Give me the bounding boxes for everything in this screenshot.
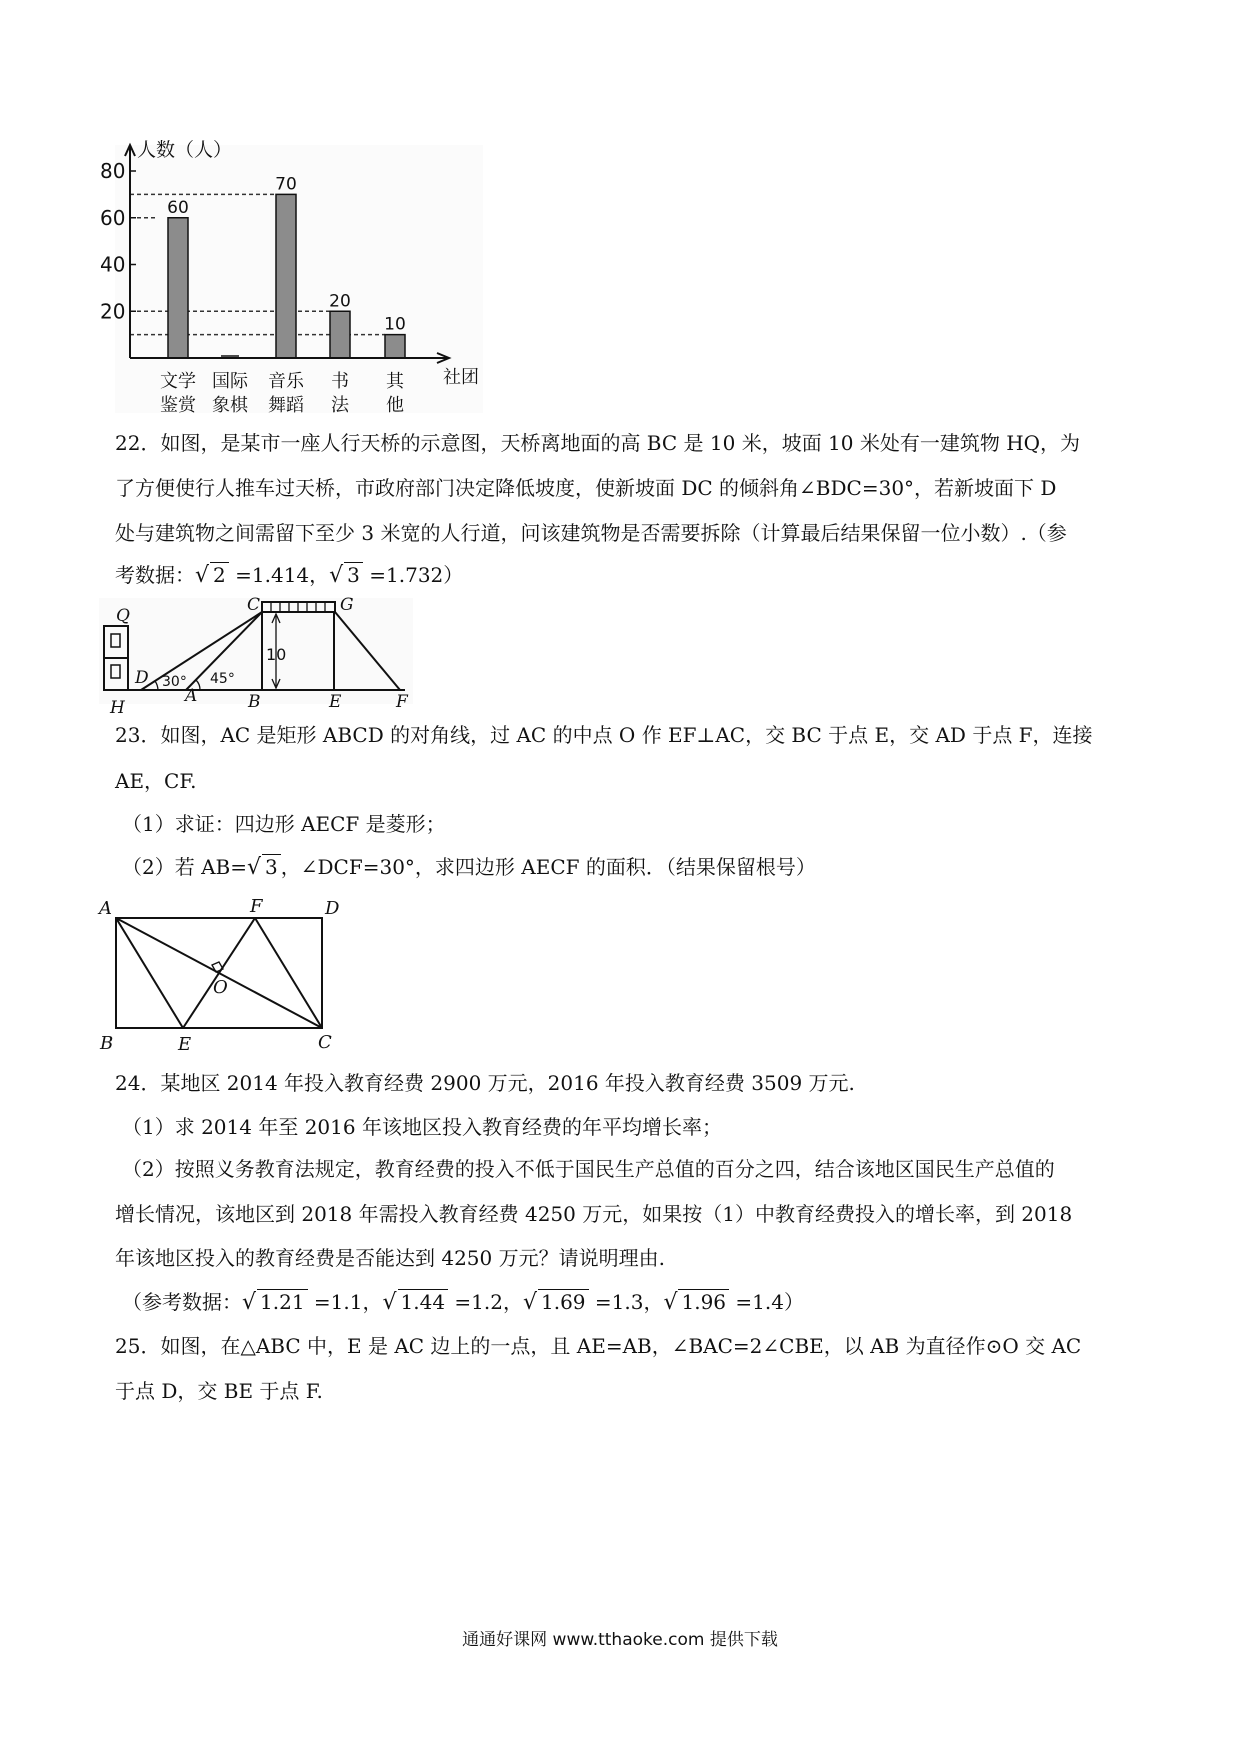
q23-line-1: 23．如图，AC 是矩形 ABCD 的对角线，过 AC 的中点 O 作 EF⊥AC，交 BC 于点 E，交 AD 于点 F，连接 bbox=[115, 723, 1093, 747]
bar-chart bbox=[95, 140, 505, 420]
data-label: 70 bbox=[275, 174, 297, 195]
q23-part-2-suffix: ，∠DCF=30°，求四边形 AECF 的面积．（结果保留根号） bbox=[280, 855, 816, 879]
q23-part-2 bbox=[122, 852, 816, 883]
q24-part-2-line-1: （2）按照义务教育法规定，教育经费的投入不低于国民生产总值的百分之四，结合该地区国民生产总值的 bbox=[122, 1157, 1055, 1181]
category-label: 文学 bbox=[160, 371, 196, 392]
q22-line-4 bbox=[115, 560, 463, 591]
label-e: E bbox=[178, 1034, 192, 1055]
y-tick-label: 80 bbox=[100, 159, 126, 183]
q22-ref-radicand-2: 3 bbox=[344, 562, 363, 587]
page-footer: 通通好课网 www.tthaoke.com 提供下载 bbox=[462, 1630, 778, 1650]
x-axis-title: 社团 bbox=[443, 367, 479, 388]
q22-line-3: 处与建筑物之间需留下至少 3 米宽的人行道，问该建筑物是否需要拆除（计算最后结果保留一位小数）.（参 bbox=[115, 521, 1067, 545]
label-h: H bbox=[110, 698, 125, 718]
q23-radicand: 3 bbox=[262, 854, 281, 879]
y-tick-label: 40 bbox=[100, 252, 126, 277]
q24-reference bbox=[122, 1287, 804, 1318]
q25-line-1: 25．如图，在△ABC 中，E 是 AC 边上的一点，且 AE=AB，∠BAC=2∠CBE，以 AB 为直径作⊙O 交 AC bbox=[115, 1334, 1082, 1358]
label-f: F bbox=[396, 692, 408, 712]
segment-ef bbox=[183, 918, 255, 1028]
label-f: F bbox=[250, 896, 263, 917]
q24-part-2-line-2: 增长情况，该地区到 2018 年需投入教育经费 4250 万元，如果按（1）中教育经费投入的增长率，到 2018 bbox=[115, 1202, 1073, 1226]
data-label: 10 bbox=[384, 314, 406, 335]
segment-cf bbox=[255, 918, 322, 1028]
category-label: 国际 bbox=[212, 371, 248, 392]
q22-ref-label: 考数据： bbox=[115, 563, 195, 587]
q24-radicand-1: 1.21 bbox=[257, 1289, 308, 1314]
sqrt-icon: √ bbox=[246, 855, 262, 880]
sqrt-icon: √ bbox=[329, 563, 344, 588]
q24-radicand-4: 1.96 bbox=[678, 1289, 729, 1314]
sqrt-icon: √ bbox=[195, 563, 210, 588]
sqrt-icon: √ bbox=[382, 1290, 397, 1315]
q24-part-2-line-3: 年该地区投入的教育经费是否能达到 4250 万元？请说明理由. bbox=[115, 1246, 665, 1270]
label-a: A bbox=[99, 898, 112, 919]
label-e: E bbox=[329, 692, 342, 712]
label-height: 10 bbox=[266, 645, 287, 664]
bridge-figure bbox=[95, 595, 425, 720]
y-axis-title: 人数（人） bbox=[137, 140, 233, 161]
q23-part-2-prefix: （2）若 AB= bbox=[122, 855, 247, 879]
bar bbox=[276, 194, 296, 358]
y-tick-label: 60 bbox=[100, 205, 126, 230]
category-label: 象棋 bbox=[212, 395, 248, 416]
q22-ref-value-2: =1.732） bbox=[362, 563, 464, 587]
data-label: 20 bbox=[329, 291, 351, 312]
sqrt-icon: √ bbox=[522, 1290, 537, 1315]
label-b: B bbox=[248, 692, 261, 712]
label-g: G bbox=[340, 595, 354, 615]
q24-value-2: =1.2， bbox=[448, 1290, 523, 1314]
q24-radicand-2: 1.44 bbox=[398, 1289, 449, 1314]
q24-value-3: =1.3， bbox=[588, 1290, 664, 1314]
sqrt-icon: √ bbox=[242, 1290, 257, 1315]
bar bbox=[385, 335, 405, 358]
q24-line-1: 24．某地区 2014 年投入教育经费 2900 万元，2016 年投入教育经费 3509 万元. bbox=[115, 1071, 855, 1095]
label-c: C bbox=[247, 595, 261, 615]
y-tick-label: 20 bbox=[100, 299, 126, 324]
category-label: 其 bbox=[386, 371, 404, 392]
segment-ae bbox=[116, 918, 183, 1028]
label-b: B bbox=[100, 1033, 114, 1054]
data-label: 60 bbox=[167, 197, 189, 218]
q24-value-4: =1.4） bbox=[729, 1290, 804, 1314]
q24-value-1: =1.1， bbox=[307, 1290, 383, 1314]
q24-ref-label: （参考数据： bbox=[122, 1290, 242, 1314]
category-label: 法 bbox=[331, 395, 349, 416]
category-label: 鉴赏 bbox=[160, 395, 196, 416]
label-c: C bbox=[318, 1032, 332, 1053]
q23-part-1: （1）求证：四边形 AECF 是菱形； bbox=[122, 812, 446, 836]
q23-line-2: AE，CF. bbox=[115, 769, 197, 793]
label-d: D bbox=[135, 668, 149, 688]
q22-ref-radicand-1: 2 bbox=[210, 562, 229, 587]
label-a: A bbox=[185, 686, 198, 706]
label-q: Q bbox=[116, 606, 130, 626]
category-label: 舞蹈 bbox=[268, 395, 304, 416]
label-angle-30: 30° bbox=[162, 674, 187, 690]
category-label: 书 bbox=[331, 371, 349, 392]
label-o: O bbox=[213, 977, 228, 998]
label-angle-45: 45° bbox=[210, 671, 235, 687]
q22-line-2: 了方便使行人推车过天桥，市政府部门决定降低坡度，使新坡面 DC 的倾斜角∠BDC=30°，若新坡面下 D bbox=[115, 476, 1057, 500]
rectangle-figure bbox=[95, 890, 360, 1065]
sqrt-icon: √ bbox=[663, 1290, 678, 1315]
bar bbox=[168, 218, 188, 358]
q22-line-1: 22．如图，是某市一座人行天桥的示意图，天桥离地面的高 BC 是 10 米，坡面 10 米处有一建筑物 HQ，为 bbox=[115, 431, 1081, 455]
q24-radicand-3: 1.69 bbox=[538, 1289, 589, 1314]
q25-line-2: 于点 D，交 BE 于点 F. bbox=[115, 1379, 323, 1403]
q22-ref-value-1: =1.414， bbox=[228, 563, 330, 587]
q24-part-1: （1）求 2014 年至 2016 年该地区投入教育经费的年平均增长率； bbox=[122, 1115, 722, 1139]
category-label: 音乐 bbox=[268, 371, 304, 392]
bar bbox=[330, 311, 350, 358]
category-label: 他 bbox=[386, 395, 404, 416]
label-d: D bbox=[325, 898, 340, 919]
